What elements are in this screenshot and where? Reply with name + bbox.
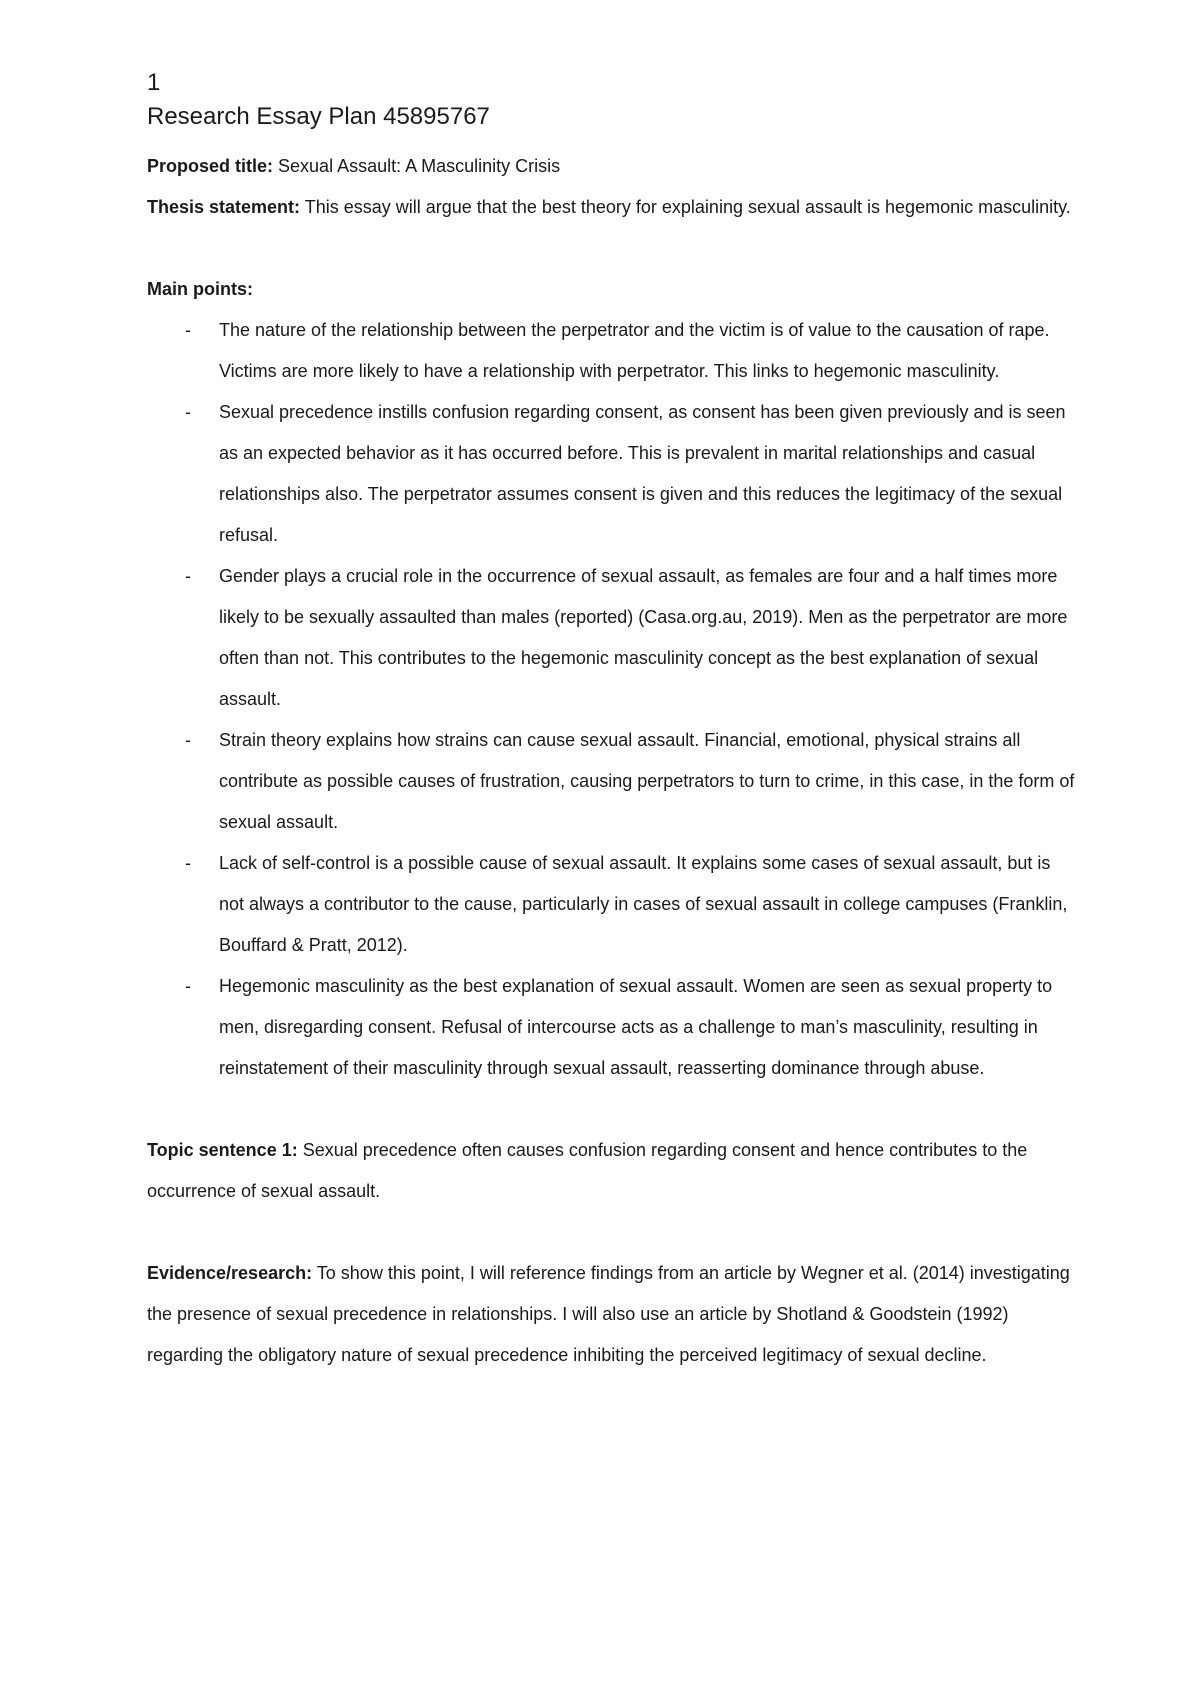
main-point-item bbox=[147, 392, 1077, 556]
proposed-title-label: Proposed title: bbox=[147, 156, 274, 176]
spacer bbox=[147, 228, 1077, 269]
main-point-item bbox=[147, 720, 1077, 843]
document-body bbox=[147, 66, 1077, 1376]
topic-sentence-text: Sexual precedence often causes confusion regarding consent and hence contributes to the occurrence of sexual assault. bbox=[147, 1140, 1028, 1201]
topic-sentence-label: Topic sentence 1: bbox=[147, 1140, 298, 1160]
spacer bbox=[147, 1089, 1077, 1130]
topic-sentence-paragraph bbox=[147, 1130, 1077, 1212]
thesis-label: Thesis statement: bbox=[147, 197, 301, 217]
main-point-text: The nature of the relationship between the perpetrator and the victim is of value to the causation of rape. Victims are more likely to have a relationship with perpetrator. This links to hegemonic masculinity. bbox=[219, 320, 1050, 381]
evidence-text: To show this point, I will reference findings from an article by Wegner et al. (2014) investigating the presence of sexual precedence in relationships. I will also use an article by Shotland & Goodstein (1992) regarding the obligatory nature of sexual precedence inhibiting the perceived legitimacy of sexual decline. bbox=[147, 1263, 1070, 1365]
main-point-item bbox=[147, 556, 1077, 720]
spacer bbox=[147, 1212, 1077, 1253]
main-points-list bbox=[147, 310, 1077, 1089]
bullet-dash: - bbox=[185, 730, 191, 750]
main-point-text: Hegemonic masculinity as the best explanation of sexual assault. Women are seen as sexual property to men, disregarding consent. Refusal of intercourse acts as a challenge to man’s masculinity, resulting in reinstatement of their masculinity through sexual assault, reasserting dominance through abuse. bbox=[219, 976, 1053, 1078]
document-title: Research Essay Plan 45895767 bbox=[147, 103, 490, 130]
main-point-item bbox=[147, 310, 1077, 392]
bullet-dash: - bbox=[185, 853, 191, 873]
main-point-item bbox=[147, 843, 1077, 966]
evidence-label: Evidence/research: bbox=[147, 1263, 313, 1283]
thesis-paragraph bbox=[147, 187, 1077, 228]
thesis-text: This essay will argue that the best theory for explaining sexual assault is hegemonic masculinity. bbox=[304, 197, 1071, 217]
main-point-text: Gender plays a crucial role in the occurrence of sexual assault, as females are four and a half times more likely to be sexually assaulted than males (reported) (Casa.org.au, 2019). Men as the perpetrator are more often than not. This contributes to the hegemonic masculinity concept as the best explanation of sexual assault. bbox=[219, 566, 1068, 709]
page-number: 1 bbox=[147, 69, 161, 96]
bullet-dash: - bbox=[185, 566, 191, 586]
main-point-item bbox=[147, 966, 1077, 1089]
main-point-text: Sexual precedence instills confusion regarding consent, as consent has been given previously and is seen as an expected behavior as it has occurred before. This is prevalent in marital relationships and casual relationships also. The perpetrator assumes consent is given and this reduces the legitimacy of the sexual refusal. bbox=[219, 402, 1066, 545]
bullet-dash: - bbox=[185, 402, 191, 422]
proposed-title-text: Sexual Assault: A Masculinity Crisis bbox=[278, 156, 561, 176]
main-points-heading bbox=[147, 269, 1077, 310]
main-point-text: Lack of self-control is a possible cause of sexual assault. It explains some cases of sexual assault, but is not always a contributor to the cause, particularly in cases of sexual assault in college campuses (Franklin, Bouffard & Pratt, 2012). bbox=[219, 853, 1068, 955]
evidence-paragraph bbox=[147, 1253, 1077, 1376]
main-point-text: Strain theory explains how strains can cause sexual assault. Financial, emotional, physical strains all contribute as possible causes of frustration, causing perpetrators to turn to crime, in this case, in the form of sexual assault. bbox=[219, 730, 1075, 832]
main-points-label: Main points: bbox=[147, 279, 253, 299]
bullet-dash: - bbox=[185, 976, 191, 996]
bullet-dash: - bbox=[185, 320, 191, 340]
proposed-title-paragraph bbox=[147, 146, 1077, 187]
